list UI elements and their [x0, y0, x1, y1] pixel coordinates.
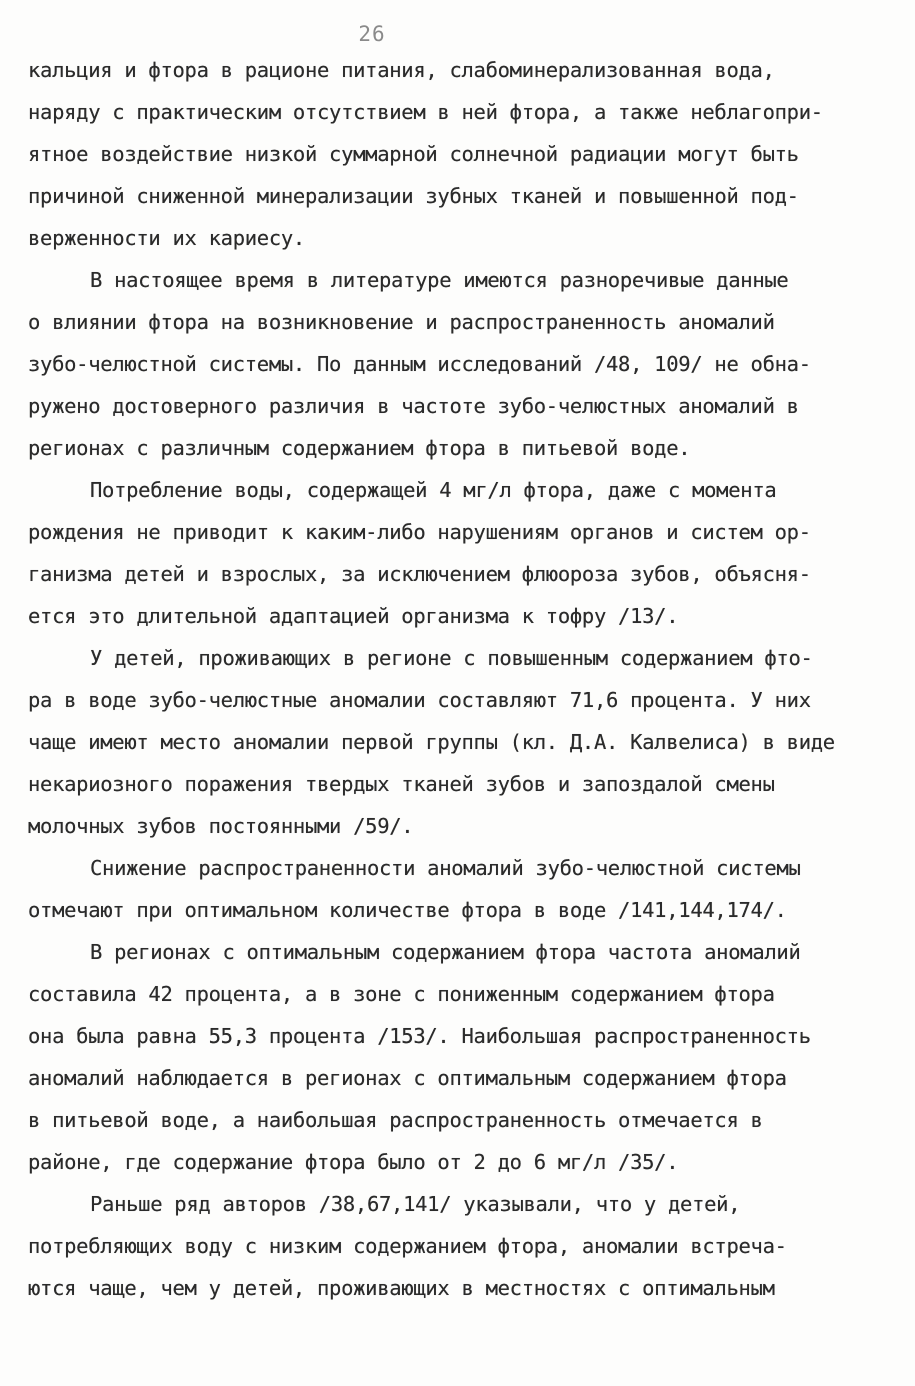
- page-number: 26: [358, 22, 386, 46]
- text-line: регионах с различным содержанием фтора в питьевой воде.: [28, 436, 691, 460]
- text-line: ружено достоверного различия в частоте зубо-челюстных аномалий в: [28, 394, 799, 418]
- text-line: ятное воздействие низкой суммарной солнечной радиации могут быть: [28, 142, 799, 166]
- text-line: о влиянии фтора на возникновение и распространенность аномалий: [28, 310, 775, 334]
- text-line: она была равна 55,3 процента /153/. Наибольшая распространенность: [28, 1024, 811, 1048]
- text-line: У детей, проживающих в регионе с повышенным содержанием фто-: [90, 646, 813, 670]
- text-line: кальция и фтора в рационе питания, слабоминерализованная вода,: [28, 58, 775, 82]
- text-line: Раньше ряд авторов /38,67,141/ указывали, что у детей,: [90, 1192, 741, 1216]
- text-line: ганизма детей и взрослых, за исключением флюороза зубов, объясня-: [28, 562, 811, 586]
- text-line: верженности их кариесу.: [28, 226, 305, 250]
- text-line: зубо-челюстной системы. По данным исследований /48, 109/ не обна-: [28, 352, 811, 376]
- text-line: потребляющих воду с низким содержанием фтора, аномалии встреча-: [28, 1234, 787, 1258]
- text-line: молочных зубов постоянными /59/.: [28, 814, 414, 838]
- text-line: отмечают при оптимальном количестве фтора в воде /141,144,174/.: [28, 898, 787, 922]
- text-line: причиной сниженной минерализации зубных тканей и повышенной под-: [28, 184, 799, 208]
- text-line: аномалий наблюдается в регионах с оптимальным содержанием фтора: [28, 1066, 787, 1090]
- text-line: ются чаще, чем у детей, проживающих в местностях с оптимальным: [28, 1276, 775, 1300]
- text-line: рождения не приводит к каким-либо нарушениям органов и систем ор-: [28, 520, 811, 544]
- text-line: составила 42 процента, а в зоне с пониженным содержанием фтора: [28, 982, 775, 1006]
- text-line: ра в воде зубо-челюстные аномалии составляют 71,6 процента. У них: [28, 688, 811, 712]
- text-line: районе, где содержание фтора было от 2 до 6 мг/л /35/.: [28, 1150, 679, 1174]
- text-line: некариозного поражения твердых тканей зубов и запоздалой смены: [28, 772, 775, 796]
- text-line: наряду с практическим отсутствием в ней фтора, а также неблагопри-: [28, 100, 823, 124]
- text-line: чаще имеют место аномалии первой группы (кл. Д.А. Калвелиса) в виде: [28, 730, 835, 754]
- text-line: ется это длительной адаптацией организма к тофру /13/.: [28, 604, 679, 628]
- text-line: В настоящее время в литературе имеются разноречивые данные: [90, 268, 789, 292]
- text-line: В регионах с оптимальным содержанием фтора частота аномалий: [90, 940, 801, 964]
- text-line: Снижение распространенности аномалий зубо-челюстной системы: [90, 856, 801, 880]
- text-line: в питьевой воде, а наибольшая распространенность отмечается в: [28, 1108, 763, 1132]
- text-line: Потребление воды, содержащей 4 мг/л фтора, даже с момента: [90, 478, 777, 502]
